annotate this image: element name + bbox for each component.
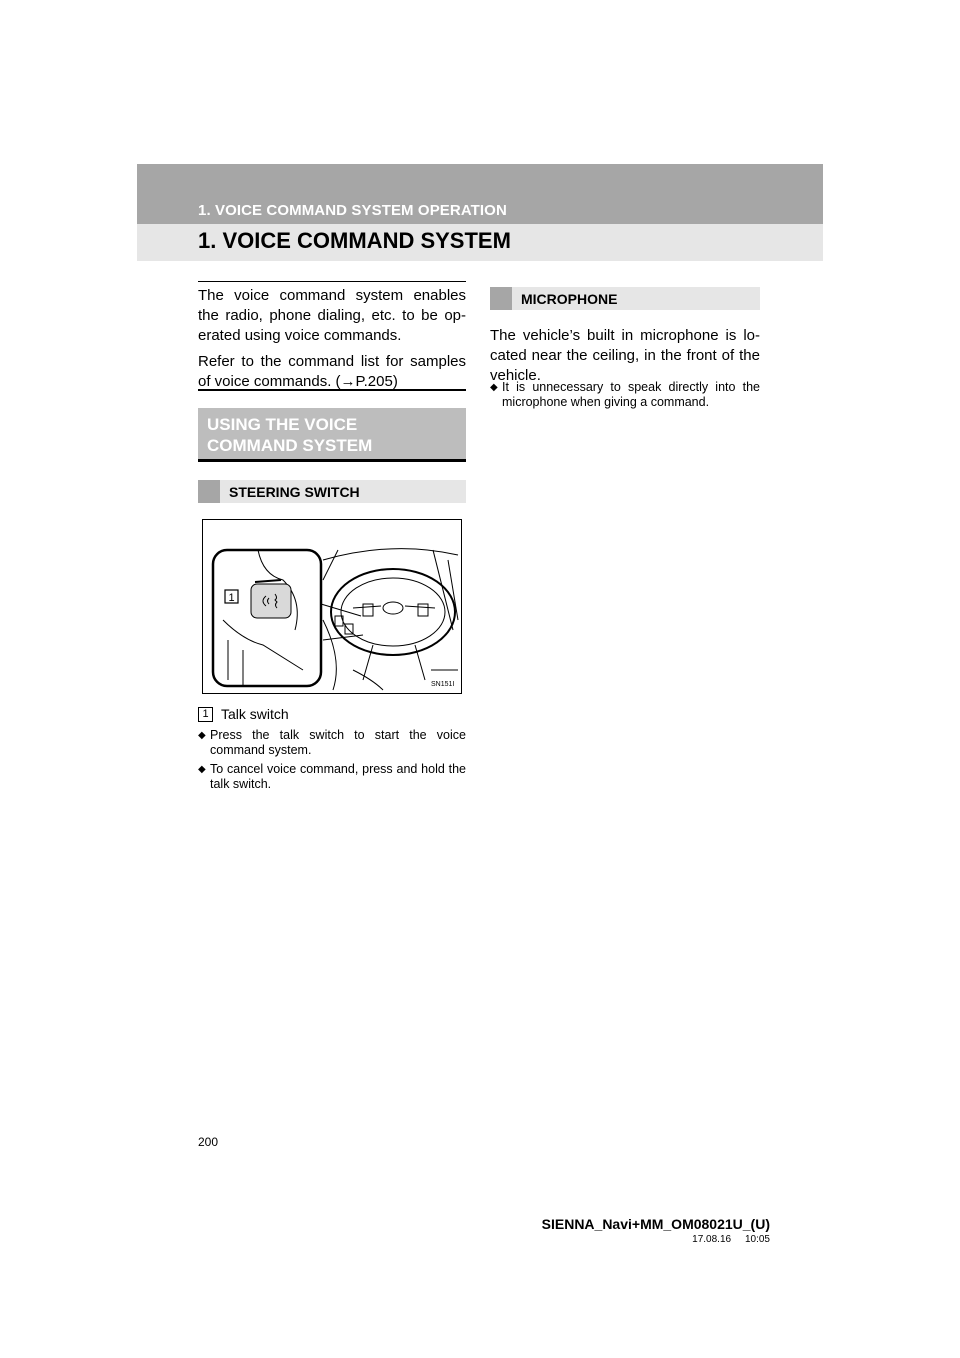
using-heading (198, 408, 466, 462)
steering-wheel-illustration (203, 520, 461, 693)
list-item: ◆ It is unnecessary to speak directly into the microphone when giving a command. (490, 380, 760, 409)
talk-switch-inset (213, 550, 321, 686)
microphone-heading (490, 287, 760, 310)
steering-switch-label: STEERING SWITCH (229, 484, 360, 500)
steering-wheel-figure (202, 519, 462, 694)
steering-switch-heading (198, 480, 466, 503)
intro-paragraph: The voice command system enables the radio, phone dialing, etc. to be op-erated using voice commands. (198, 287, 466, 344)
bullet-diamond-icon: ◆ (198, 764, 206, 775)
chapter-title: 1. VOICE COMMAND SYSTEM (198, 228, 511, 253)
figure-callout-number: 1 (228, 592, 235, 604)
caption-text: Talk switch (221, 706, 289, 723)
intro-box (198, 281, 466, 391)
using-heading-line1: USING THE VOICE (207, 415, 358, 434)
bullet-diamond-icon: ◆ (490, 382, 498, 393)
section-title: 1. VOICE COMMAND SYSTEM OPERATION (198, 202, 507, 219)
print-timestamp: 17.08.16 10:05 (692, 1234, 770, 1245)
microphone-label: MICROPHONE (521, 291, 618, 307)
heading-marker (490, 287, 512, 310)
list-item: ◆ Press the talk switch to start the voice command system. (198, 728, 466, 757)
heading-marker (198, 480, 220, 503)
microphone-body: The vehicle’s built in microphone is lo-cated near the ceiling, in the front of the vehicle. (490, 327, 760, 384)
intro-reference: Refer to the command list for samples of voice commands. (→P.205) (198, 353, 466, 390)
list-item: ◆ To cancel voice command, press and hold the talk switch. (198, 762, 466, 791)
bullet-diamond-icon: ◆ (198, 730, 206, 741)
page-number: 200 (198, 1135, 219, 1149)
microphone-bullets (490, 380, 760, 414)
document-id: SIENNA_Navi+MM_OM08021U_(U) (541, 1216, 770, 1232)
caption-callout-number: 1 (198, 707, 213, 722)
using-heading-line2: COMMAND SYSTEM (207, 436, 373, 455)
figure-caption (198, 705, 289, 722)
figure-code: SN151I (431, 681, 455, 688)
steering-bullets (198, 728, 466, 796)
